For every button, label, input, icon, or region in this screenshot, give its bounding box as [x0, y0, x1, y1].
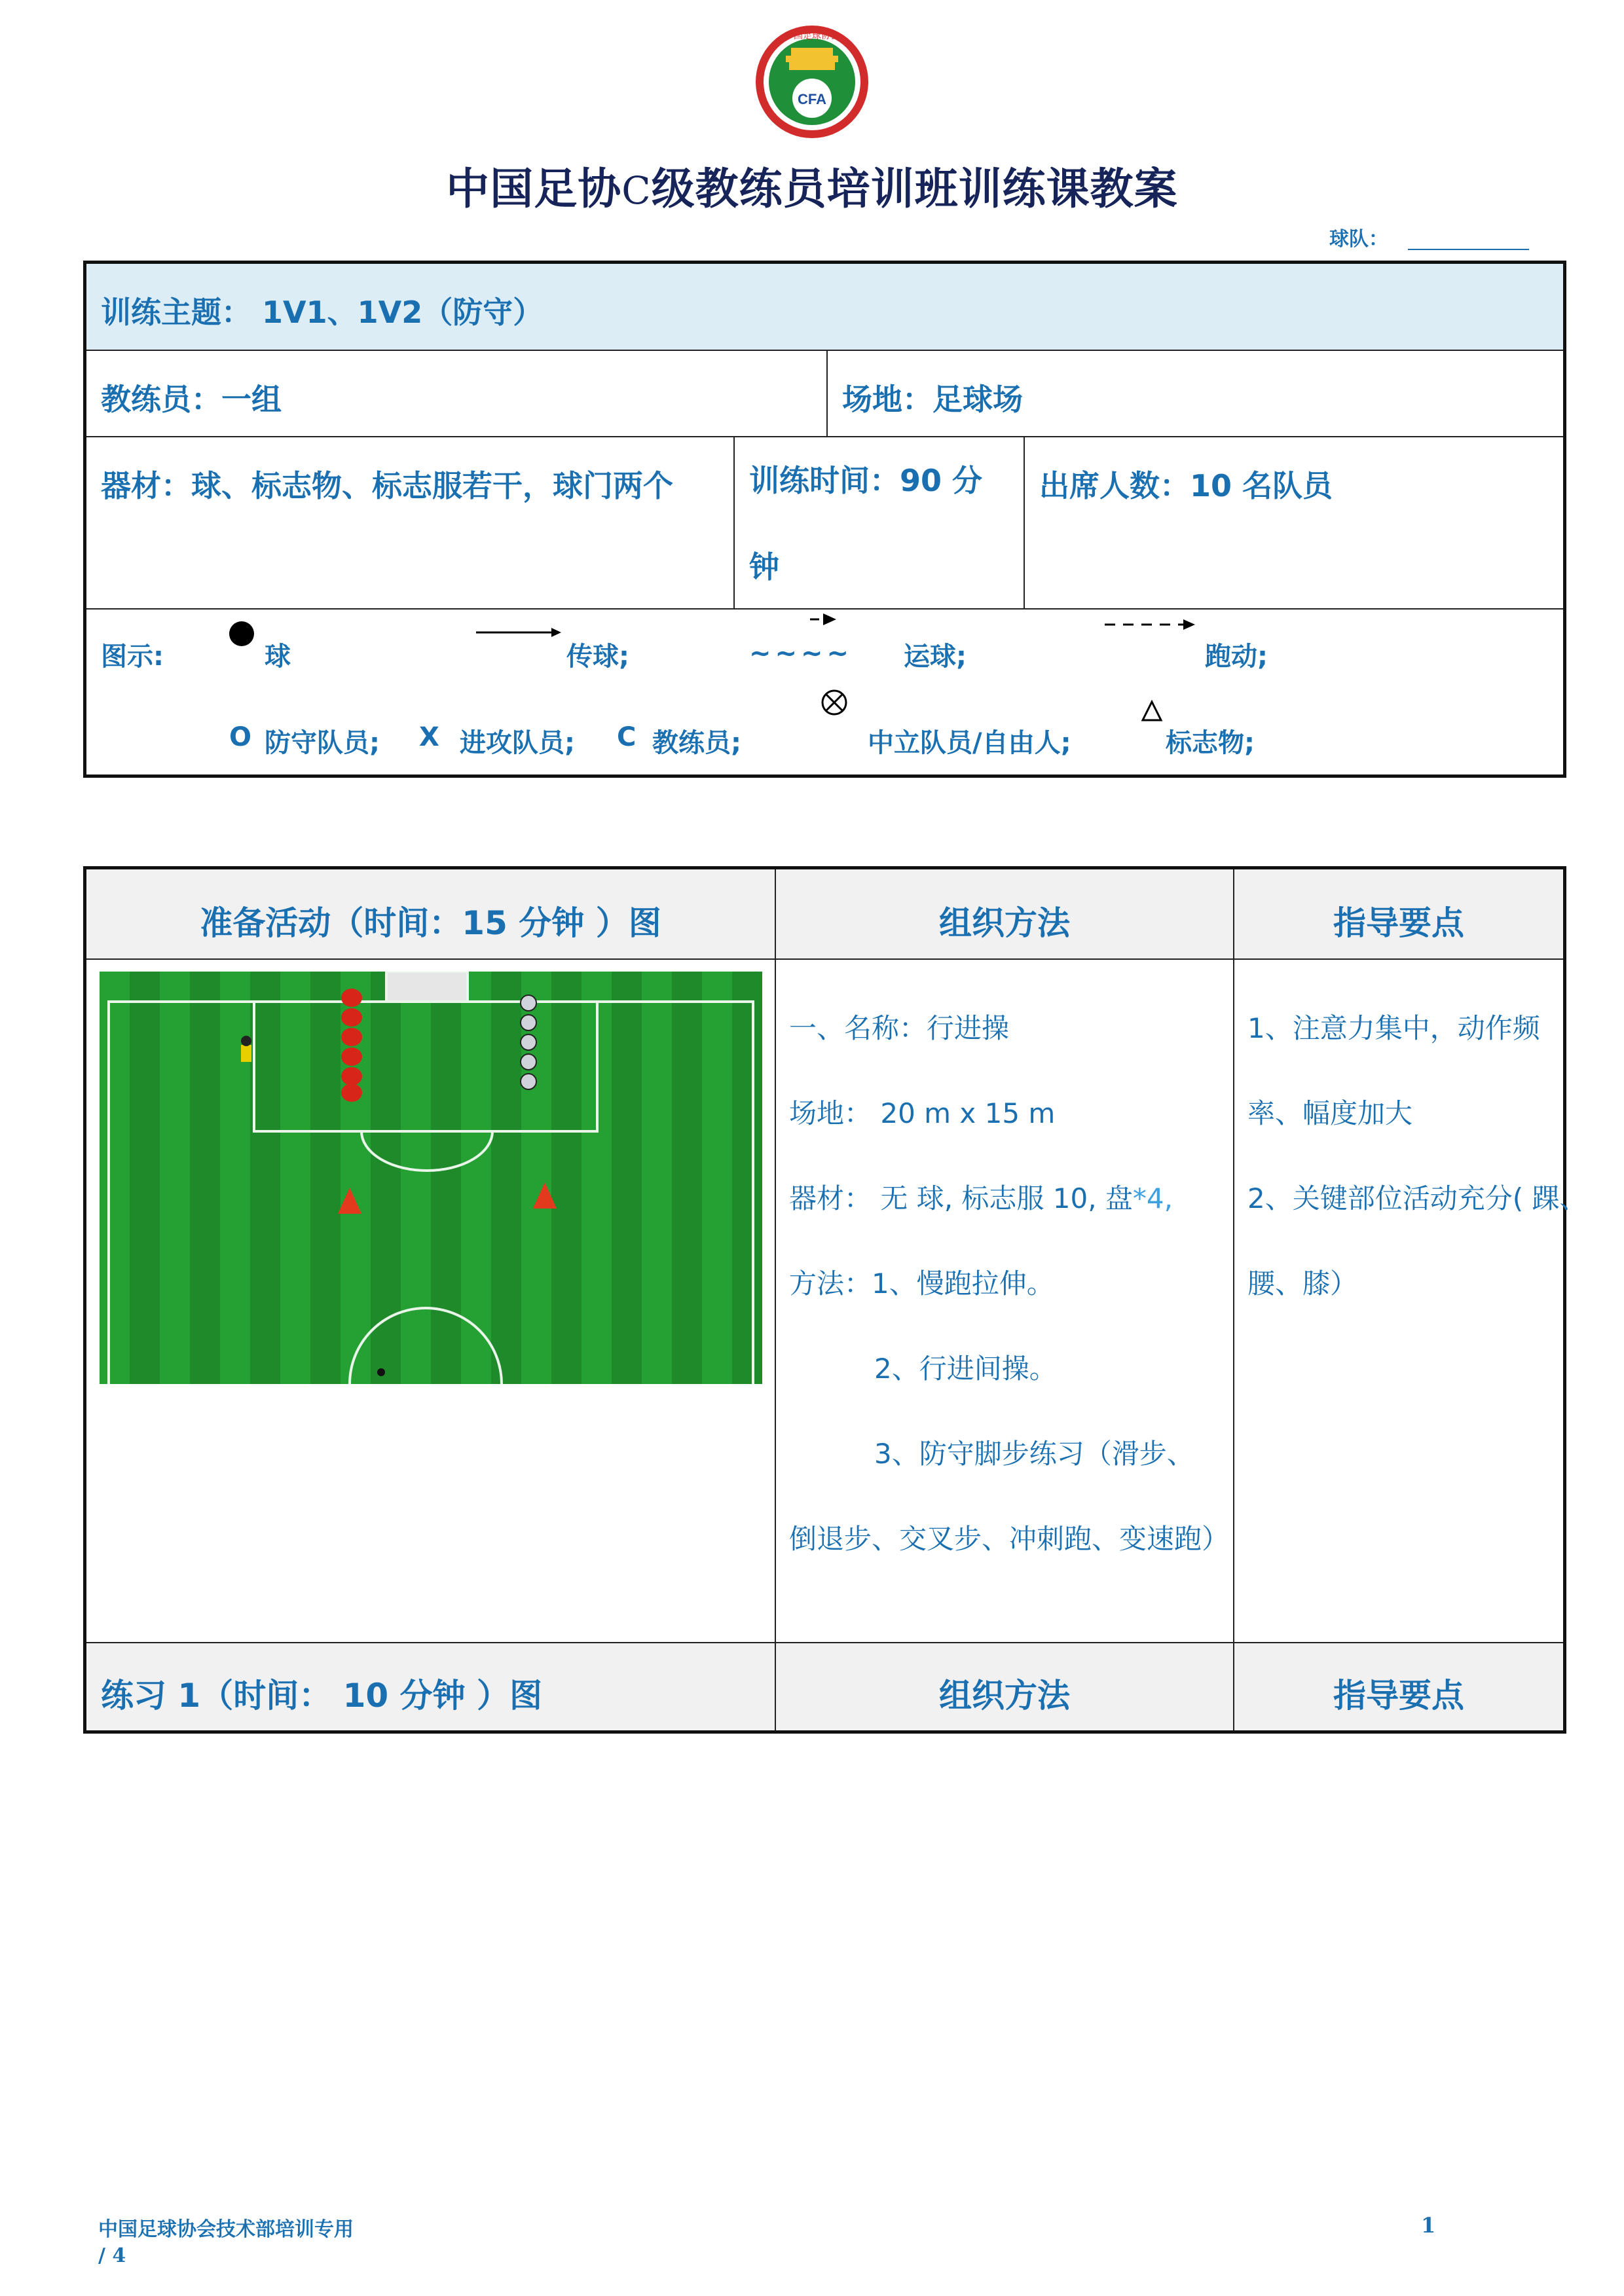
team-blank-line[interactable]	[1408, 249, 1529, 250]
key-line-4: 腰、膝）	[1247, 1267, 1358, 1300]
field-cell: 场地：足球场	[828, 351, 1563, 437]
org-line-method-3-text: 3、防守脚步练习（滑步、	[874, 1438, 1194, 1470]
training-time-line2: 钟	[749, 549, 779, 585]
exercise1-header: 练习 1（时间： 10 分钟 ）图	[86, 1643, 776, 1730]
warmup-org-cell	[776, 960, 1234, 1643]
logo-ring-text: 中国足球协会	[784, 31, 840, 41]
title-part1: 中国足协	[446, 164, 622, 214]
exercise1-org-header: 组织方法	[776, 1643, 1234, 1730]
footer-page-total: / 4	[98, 2244, 126, 2267]
training-theme: 训练主题： 1V1、1V2（防守）	[86, 264, 1563, 351]
title-part2: 级教练员培训班训练课教案	[651, 164, 1178, 214]
org-line-method-3-cont: 倒退步、交叉步、冲刺跑、变速跑）	[789, 1523, 1230, 1555]
org-line-name: 一、名称：行进操	[789, 1012, 1010, 1044]
key-line-3: 2、关键部位活动充分( 踝、	[1247, 1182, 1587, 1214]
info-table	[83, 261, 1566, 778]
legend-neutral: 中立队员/自由人;	[868, 728, 1071, 758]
warmup-key-header: 指导要点	[1234, 869, 1563, 960]
run-arrow-icon	[1105, 615, 1196, 634]
org-line-method-2	[789, 1326, 1233, 1412]
org-line-equipment-count: *4,	[1132, 1182, 1173, 1214]
org-line-method: 方法：1、慢跑拉伸。	[789, 1267, 1054, 1300]
pass-arrow-icon	[476, 623, 561, 642]
legend-cell	[86, 610, 1563, 774]
logo-center-text: CFA	[798, 91, 826, 107]
equipment-cell: 器材：球、标志物、标志服若干，球门两个	[86, 437, 735, 610]
legend-defender: 防守队员;	[265, 728, 380, 758]
title-level-c: C	[621, 168, 652, 213]
warmup-diagram-cell	[86, 960, 776, 1643]
legend-coach: 教练员;	[652, 728, 741, 758]
org-line-method-3	[789, 1412, 1233, 1497]
org-line-field: 场地： 20 m x 15 m	[789, 1097, 1056, 1129]
legend-dribble: 运球;	[904, 642, 967, 672]
org-line-equipment	[789, 1156, 1233, 1241]
coach-symbol-icon: C	[617, 722, 637, 752]
neutral-player-icon	[820, 688, 849, 717]
legend-label: 图示:	[101, 642, 164, 672]
warmup-pitch-diagram	[100, 972, 762, 1384]
ball-icon	[229, 621, 254, 646]
key-line-1: 1、注意力集中，动作频	[1247, 1012, 1540, 1044]
cfa-logo	[753, 23, 871, 141]
legend-run: 跑动;	[1205, 642, 1268, 672]
legend-pass: 传球;	[566, 642, 629, 672]
exercise1-key-header: 指导要点	[1234, 1643, 1563, 1730]
defender-symbol-icon: O	[229, 722, 252, 752]
warmup-org-header: 组织方法	[776, 869, 1234, 960]
legend-ball: 球	[265, 642, 291, 672]
footer-department: 中国足球协会技术部培训专用	[98, 2218, 354, 2241]
training-time-cell	[735, 437, 1025, 610]
legend-marker: 标志物;	[1166, 728, 1255, 758]
warmup-header: 准备活动（时间：15 分钟 ）图	[86, 869, 776, 960]
attacker-symbol-icon: X	[419, 722, 439, 752]
org-line-equipment-text: 器材： 无 球, 标志服 10, 盘	[789, 1182, 1133, 1214]
dribble-symbol-icon: ~~~~	[749, 638, 853, 668]
dribble-arrow-icon	[810, 610, 849, 629]
training-time-line1: 训练时间：90 分	[749, 463, 983, 498]
warmup-table	[83, 866, 1587, 1734]
marker-cone-icon	[1141, 700, 1163, 722]
team-label: 球队：	[1329, 228, 1388, 251]
org-line-method-2-text: 2、行进间操。	[874, 1353, 1057, 1385]
legend-attacker: 进攻队员;	[460, 728, 575, 758]
footer-page-number: 1	[1421, 2213, 1436, 2238]
warmup-key-cell	[1234, 960, 1587, 1643]
key-line-2: 率、幅度加大	[1247, 1097, 1413, 1129]
page-title	[0, 154, 1624, 216]
attendance-cell: 出席人数：10 名队员	[1025, 437, 1563, 610]
coach-cell: 教练员：一组	[86, 351, 828, 437]
